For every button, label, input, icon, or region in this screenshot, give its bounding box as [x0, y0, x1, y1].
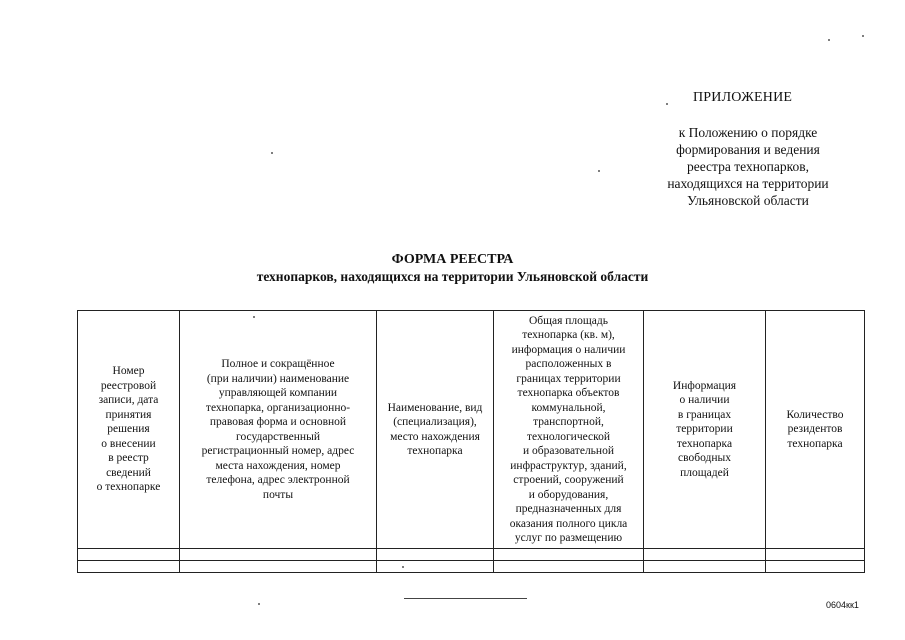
scan-speck [258, 603, 260, 605]
header-line: строений, сооружений [513, 474, 624, 486]
appendix-subtitle-line: формирования и ведения [676, 142, 820, 157]
header-line: о внесении [101, 437, 156, 450]
table-cell [180, 561, 377, 573]
header-line: технологической [526, 430, 611, 443]
header-line: управляющей компании [218, 387, 338, 399]
form-title: ФОРМА РЕЕСТРА [391, 252, 514, 267]
appendix-subtitle-line: Ульяновской области [687, 193, 809, 208]
header-line: место нахождения [390, 430, 480, 443]
header-line: инфраструктур, зданий, [510, 459, 627, 472]
header-line: в границах [677, 408, 732, 421]
table-cell [377, 549, 494, 561]
table-cell [78, 549, 180, 561]
scan-speck [666, 103, 668, 105]
table-cell [494, 561, 644, 573]
header-cell-record-number [78, 311, 180, 549]
header-line: реестровой [100, 379, 157, 392]
register-table [77, 310, 865, 573]
header-line: записи, дата [98, 394, 159, 407]
header-line: Наименование, вид [387, 401, 483, 414]
table-cell [180, 549, 377, 561]
header-line: Количество [786, 408, 844, 421]
header-line: технопарка [787, 437, 843, 450]
footer-rule [404, 598, 527, 599]
header-line: услуг по размещению [514, 532, 623, 544]
form-subtitle: технопарков, находящихся на территории Ульяновской области [256, 269, 649, 284]
appendix-title: ПРИЛОЖЕНИЕ [693, 90, 793, 105]
header-line: в реестр [108, 452, 149, 465]
table-cell [494, 549, 644, 561]
header-line: решения [107, 423, 150, 436]
table-cell [766, 549, 865, 561]
header-line: коммунальной, [531, 401, 606, 414]
header-line: Информация [672, 379, 737, 392]
header-line: границах территории [516, 372, 621, 385]
appendix-subtitle-line: к Положению о порядке [678, 125, 818, 140]
scan-speck [402, 566, 404, 568]
header-line: территории [676, 423, 733, 436]
header-cell-free-areas [644, 311, 766, 549]
scan-speck [862, 35, 864, 37]
table-cell [377, 561, 494, 573]
header-line: информация о наличии [511, 343, 626, 356]
header-line: регистрационный номер, адрес [201, 445, 355, 457]
table-cell [644, 561, 766, 573]
header-line: технопарка (кв. м), [522, 329, 615, 341]
header-line: и образовательной [523, 445, 614, 457]
header-line: расположенных в [525, 358, 612, 370]
header-line: оказания полного цикла [509, 517, 628, 530]
header-line: технопарка объектов [517, 387, 620, 399]
header-line: правовая форма и основной [209, 416, 347, 428]
header-line: принятия [105, 408, 152, 421]
header-cell-area-infrastructure [494, 311, 644, 549]
appendix-subtitle [650, 124, 846, 209]
header-cell-management-company [180, 311, 377, 549]
header-line: о технопарке [96, 481, 161, 494]
header-line: о наличии [679, 394, 730, 407]
header-line: (при наличии) наименование [206, 372, 350, 385]
header-line: Полное и сокращённое [221, 358, 335, 370]
appendix-subtitle-line: реестра технопарков, [686, 159, 810, 174]
scan-speck [598, 170, 600, 172]
document-code: 0604кк1 [826, 600, 859, 610]
header-line: (специализация), [393, 416, 477, 428]
table-header-row [78, 311, 865, 549]
header-line: технопарка [407, 445, 463, 457]
header-line: предназначенных для [515, 503, 622, 515]
header-line: почты [262, 488, 294, 501]
header-line: Общая площадь [529, 314, 608, 327]
table-row [78, 549, 865, 561]
header-line: технопарка, организационно- [205, 401, 351, 414]
header-line: телефона, адрес электронной [206, 474, 350, 486]
header-line: сведений [106, 466, 151, 479]
table-cell [766, 561, 865, 573]
table-cell [78, 561, 180, 573]
table-row [78, 561, 865, 573]
header-line: площадей [680, 466, 729, 479]
scan-speck [271, 152, 273, 154]
header-line: Номер [112, 365, 145, 378]
appendix-subtitle-line: находящихся на территории [667, 176, 829, 191]
header-line: резидентов [787, 423, 843, 436]
header-cell-resident-count [766, 311, 865, 549]
header-line: места нахождения, номер [215, 459, 341, 472]
table-cell [644, 549, 766, 561]
scan-speck [828, 39, 830, 41]
header-line: свободных [678, 452, 731, 465]
header-line: и оборудования, [528, 488, 609, 501]
header-line: государственный [236, 430, 320, 443]
header-cell-technopark-name [377, 311, 494, 549]
header-line: технопарка [676, 437, 733, 450]
header-line: транспортной, [533, 416, 604, 428]
scan-speck [253, 316, 255, 318]
